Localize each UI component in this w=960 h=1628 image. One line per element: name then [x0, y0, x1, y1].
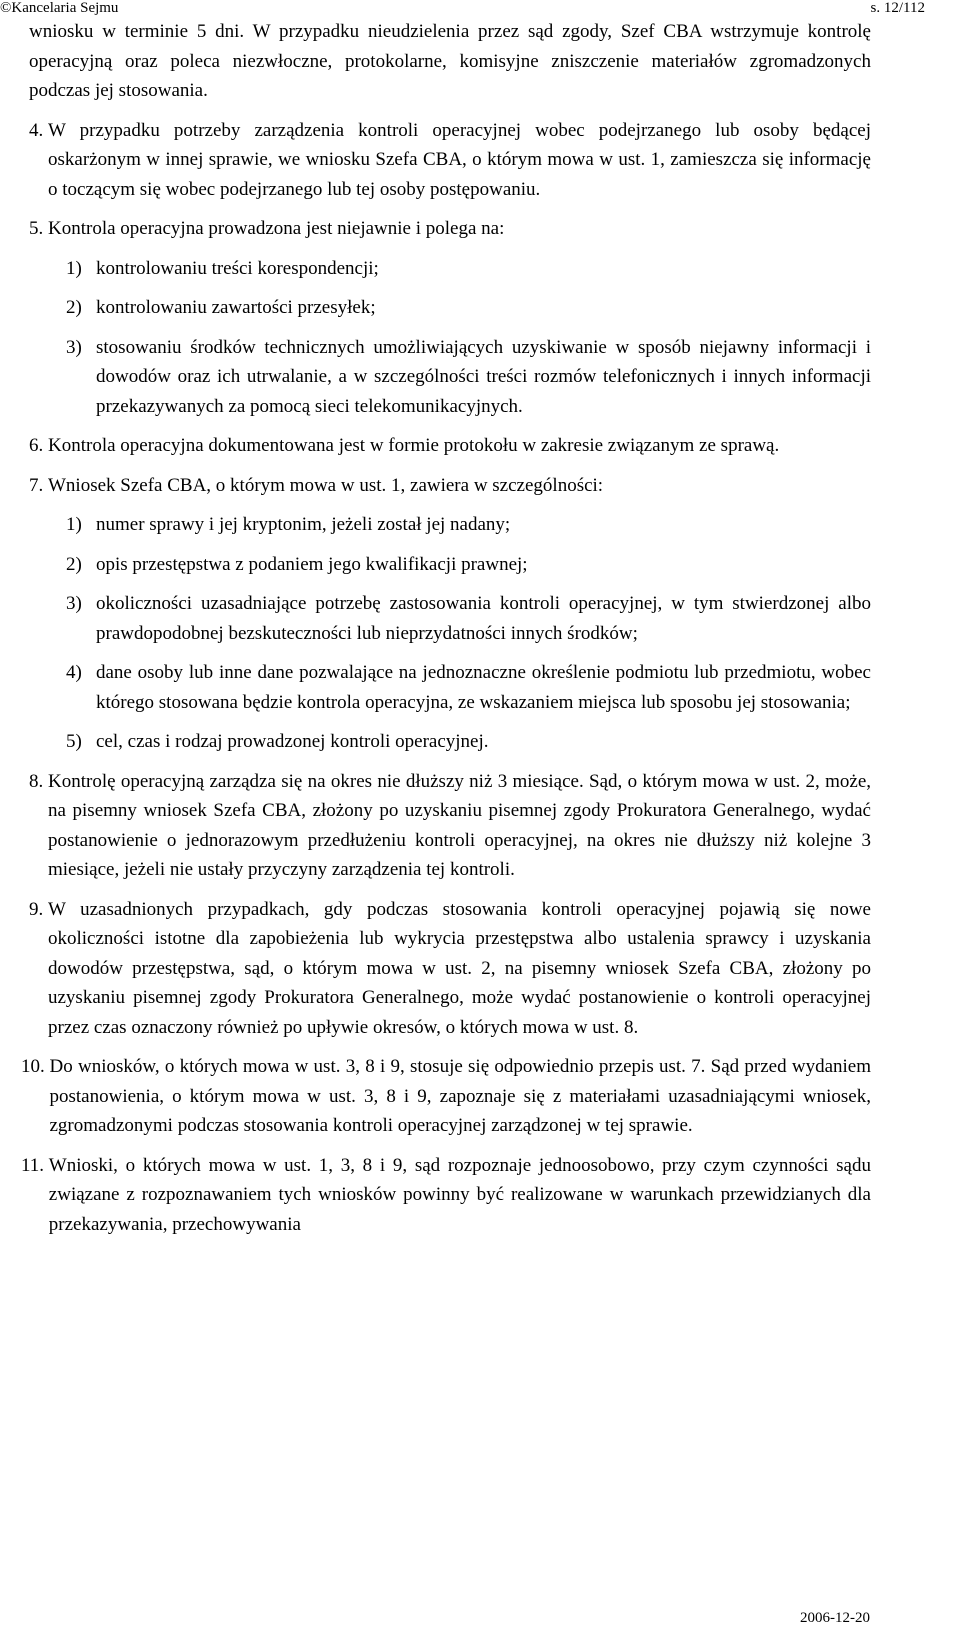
paragraph-4 — [29, 116, 871, 205]
list-item — [66, 510, 871, 540]
footer-date: 2006-12-20 — [800, 1610, 870, 1626]
header-copyright: ©Kancelaria Sejmu — [0, 0, 119, 16]
list-item-number: 2) — [66, 297, 82, 318]
paragraph-number: 5. — [29, 218, 44, 239]
paragraph-text: Wniosek Szefa CBA, o którym mowa w ust. 1, zawiera w szczególności: — [48, 474, 604, 496]
list-item-text: cel, czas i rodzaj prowadzonej kontroli operacyjnej. — [96, 731, 489, 752]
list-item — [66, 727, 871, 757]
list-item — [66, 254, 871, 284]
paragraph-number: 10. — [21, 1056, 45, 1077]
list-item-text: kontrolowaniu treści korespondencji; — [96, 257, 379, 279]
paragraph-9 — [29, 895, 871, 1043]
list-item-text: numer sprawy i jej kryptonim, jeżeli został jej nadany; — [96, 514, 511, 535]
list-item-number: 2) — [66, 553, 82, 575]
paragraph-text: W przypadku potrzeby zarządzenia kontroli operacyjnej wobec podejrzanego lub osoby będącej oskarżonym w innej sprawie, we wniosku Szefa CBA, o którym mowa w ust. 1, zamieszcza się informację o toczącym się wobec podejrzanego lub tej osoby postępowaniu. — [48, 119, 871, 200]
paragraph-text: W uzasadnionych przypadkach, gdy podczas stosowania kontroli operacyjnej pojawią się nowe okoliczności istotne dla zapobieżenia lub wykrycia przestępstwa albo ustalenia sprawcy i uzyskania dowodów przestępstwa, sąd, o którym mowa w ust. 2, na pisemny wniosek Szefa CBA, złożony po uzyskaniu pisemnej zgody Prokuratora Generalnego, może wydać postanowienie o kontroli operacyjnej przez czas oznaczony również po upływie okresów, o których mowa w ust. 8. — [48, 898, 871, 1038]
list-item-number: 3) — [66, 593, 82, 614]
list-item-text: stosowaniu środków technicznych umożliwiających uzyskiwanie w sposób niejawny informacji i dowodów oraz ich utrwalanie, a w szczególności treści rozmów telefonicznych i innych informacji przekazywanych za pomocą sieci telekomunikacyjnych. — [96, 336, 871, 417]
paragraph-continuation: wniosku w terminie 5 dni. W przypadku nieudzielenia przez sąd zgody, Szef CBA wstrzymuje kontrolę operacyjną oraz poleca niezwłoczne, protokolarne, komisyjne zniszczenie materiałów zgromadzonych podczas jej stosowania. — [29, 21, 871, 101]
list-item — [66, 550, 871, 580]
list-item-text: kontrolowaniu zawartości przesyłek; — [96, 297, 376, 318]
paragraph-10 — [21, 1052, 871, 1141]
paragraph-text: Kontrola operacyjna prowadzona jest niejawnie i polega na: — [48, 218, 505, 239]
paragraph-5 — [29, 214, 871, 244]
list-item-number: 1) — [66, 257, 82, 279]
paragraph-number: 7. — [29, 474, 44, 496]
list-item-text: opis przestępstwa z podaniem jego kwalifikacji prawnej; — [96, 553, 528, 575]
paragraph-number: 11. — [21, 1154, 45, 1176]
paragraph-number: 8. — [29, 770, 44, 792]
list-item — [66, 589, 871, 648]
paragraph-text: Wnioski, o których mowa w ust. 1, 3, 8 i 9, sąd rozpoznaje jednoosobowo, przy czym czynności sądu związane z rozpoznawaniem tych wniosków powinny być realizowane w warunkach przewidzianych dla przekazywania, przechowywania — [48, 1154, 871, 1235]
paragraph-number: 6. — [29, 435, 44, 456]
paragraph-text: Do wniosków, o których mowa w ust. 3, 8 i 9, stosuje się odpowiednio przepis ust. 7. Sąd przed wydaniem postanowienia, o którym mowa w ust. 3, 8 i 9, zapoznaje się z materiałami uzasadniającymi wniosek, zgromadzonymi podczas stosowania kontroli operacyjnej zarządzonej w tej sprawie. — [49, 1056, 871, 1136]
page-number: s. 12/112 — [870, 0, 925, 16]
list-item-number: 4) — [66, 662, 82, 683]
list-item — [66, 333, 871, 422]
document-body — [21, 17, 871, 1249]
list-item — [66, 658, 871, 717]
list-item-number: 5) — [66, 731, 82, 752]
list-item — [66, 293, 871, 323]
paragraph-number: 9. — [29, 898, 44, 920]
list-item-number: 3) — [66, 336, 82, 358]
paragraph-text: Kontrolę operacyjną zarządza się na okres nie dłuższy niż 3 miesiące. Sąd, o którym mowa w ust. 2, może, na pisemny wniosek Szefa CBA, złożony po uzyskaniu pisemnej zgody Prokuratora Generalnego, wydać postanowienie o jednorazowym przedłużeniu kontroli operacyjnej, na okres nie dłuższy niż kolejne 3 miesiące, jeżeli nie ustały przyczyny zarządzenia tej kontroli. — [48, 770, 871, 880]
paragraph-7 — [29, 471, 871, 501]
list-item-number: 1) — [66, 514, 82, 535]
paragraph-11 — [21, 1151, 871, 1240]
paragraph-number: 4. — [29, 119, 44, 141]
list-item-text: okoliczności uzasadniające potrzebę zastosowania kontroli operacyjnej, w tym stwierdzonej albo prawdopodobnej bezskuteczności lub nieprzydatności innych środków; — [96, 593, 871, 644]
paragraph-8 — [29, 767, 871, 885]
paragraph-6 — [29, 431, 871, 461]
list-item-text: dane osoby lub inne dane pozwalające na jednoznaczne określenie podmiotu lub przedmiotu, wobec którego stosowana będzie kontrola operacyjna, ze wskazaniem miejsca lub sposobu jej stosowania; — [96, 662, 871, 713]
paragraph-text: Kontrola operacyjna dokumentowana jest w formie protokołu w zakresie związanym ze sprawą. — [48, 435, 780, 456]
